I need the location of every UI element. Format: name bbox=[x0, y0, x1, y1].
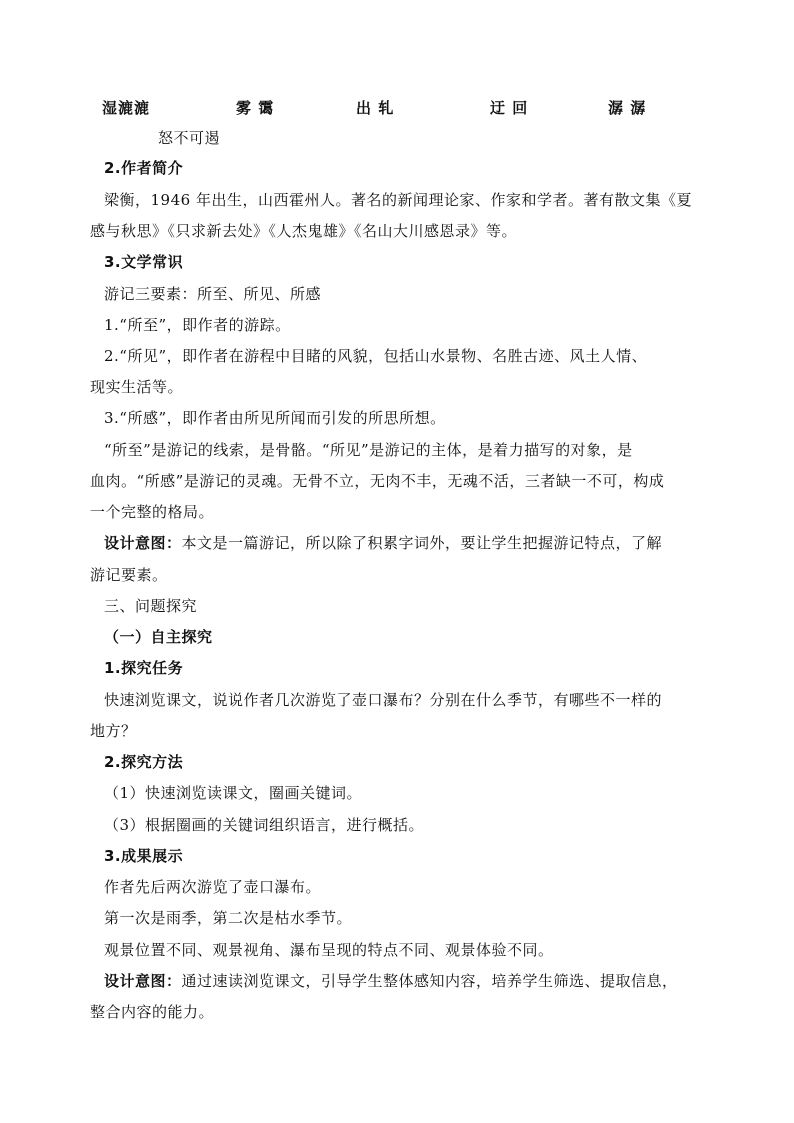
design-intent-text: 本文是一篇游记，所以除了积累字词外，要让学生把握游记特点，了解 bbox=[181, 534, 663, 552]
design-intent-2 bbox=[104, 971, 744, 991]
heading-method: 2.探究方法 bbox=[104, 753, 184, 771]
result-2: 第一次是雨季，第二次是枯水季节。 bbox=[104, 909, 353, 927]
result-1: 作者先后两次游览了壶口瀑布。 bbox=[104, 878, 322, 896]
lit-line-8: 一个完整的格局。 bbox=[90, 503, 215, 521]
heading-result: 3.成果展示 bbox=[104, 847, 184, 865]
subheading-self-explore: （一）自主探究 bbox=[104, 628, 213, 646]
heading-task: 1.探究任务 bbox=[104, 659, 184, 677]
design-intent-label: 设计意图： bbox=[104, 534, 182, 552]
lit-line-4: 现实生活等。 bbox=[90, 378, 184, 396]
vocab-word-4: 迂 回 bbox=[490, 99, 529, 117]
vocab-word-2: 雾 霭 bbox=[236, 99, 275, 117]
lit-line-3: 2.“所见”，即作者在游程中目睹的风貌，包括山水景物、名胜古迹、风土人情、 bbox=[104, 347, 648, 365]
vocab-word-1: 湿漉漉 bbox=[102, 99, 151, 117]
lit-line-7: 血肉。“所感”是游记的灵魂。无骨不立，无肉不丰，无魂不活，三者缺一不可，构成 bbox=[90, 472, 665, 490]
lit-line-2: 1.“所至”，即作者的游踪。 bbox=[104, 316, 291, 334]
heading-section-3: 三、问题探究 bbox=[104, 597, 198, 615]
design-intent-2-cont: 整合内容的能力。 bbox=[90, 1003, 215, 1021]
design-intent-text: 通过速读浏览课文，引导学生整体感知内容，培养学生筛选、提取信息， bbox=[181, 972, 678, 990]
task-text-2: 地方？ bbox=[90, 722, 137, 740]
design-intent-1 bbox=[104, 533, 744, 553]
heading-literature: 3.文学常识 bbox=[104, 253, 184, 271]
vocab-word-6: 怒不可遏 bbox=[158, 129, 221, 147]
design-intent-label: 设计意图： bbox=[104, 972, 182, 990]
vocab-word-5: 潺 潺 bbox=[608, 99, 647, 117]
author-text-1: 梁衡，1946 年出生，山西霍州人。著名的新闻理论家、作家和学者。著有散文集《夏 bbox=[104, 191, 692, 209]
vocab-word-3: 出 轧 bbox=[356, 99, 395, 117]
lit-line-5: 3.“所感”，即作者由所见所闻而引发的所思所想。 bbox=[104, 409, 446, 427]
result-3: 观景位置不同、观景视角、瀑布呈现的特点不同、观景体验不同。 bbox=[104, 941, 554, 959]
author-text-2: 感与秋思》《只求新去处》《人杰鬼雄》《名山大川感恩录》等。 bbox=[90, 222, 518, 240]
method-2: （3）根据圈画的关键词组织语言，进行概括。 bbox=[104, 816, 425, 834]
heading-author: 2.作者简介 bbox=[104, 159, 184, 177]
lit-line-1: 游记三要素：所至、所见、所感 bbox=[104, 285, 322, 303]
lit-line-6: “所至”是游记的线索，是骨骼。“所见”是游记的主体，是着力描写的对象，是 bbox=[104, 441, 633, 459]
design-intent-1-cont: 游记要素。 bbox=[90, 566, 168, 584]
method-1: （1）快速浏览读课文，圈画关键词。 bbox=[104, 784, 363, 802]
task-text-1: 快速浏览课文，说说作者几次游览了壶口瀑布？分别在什么季节，有哪些不一样的 bbox=[104, 691, 663, 709]
